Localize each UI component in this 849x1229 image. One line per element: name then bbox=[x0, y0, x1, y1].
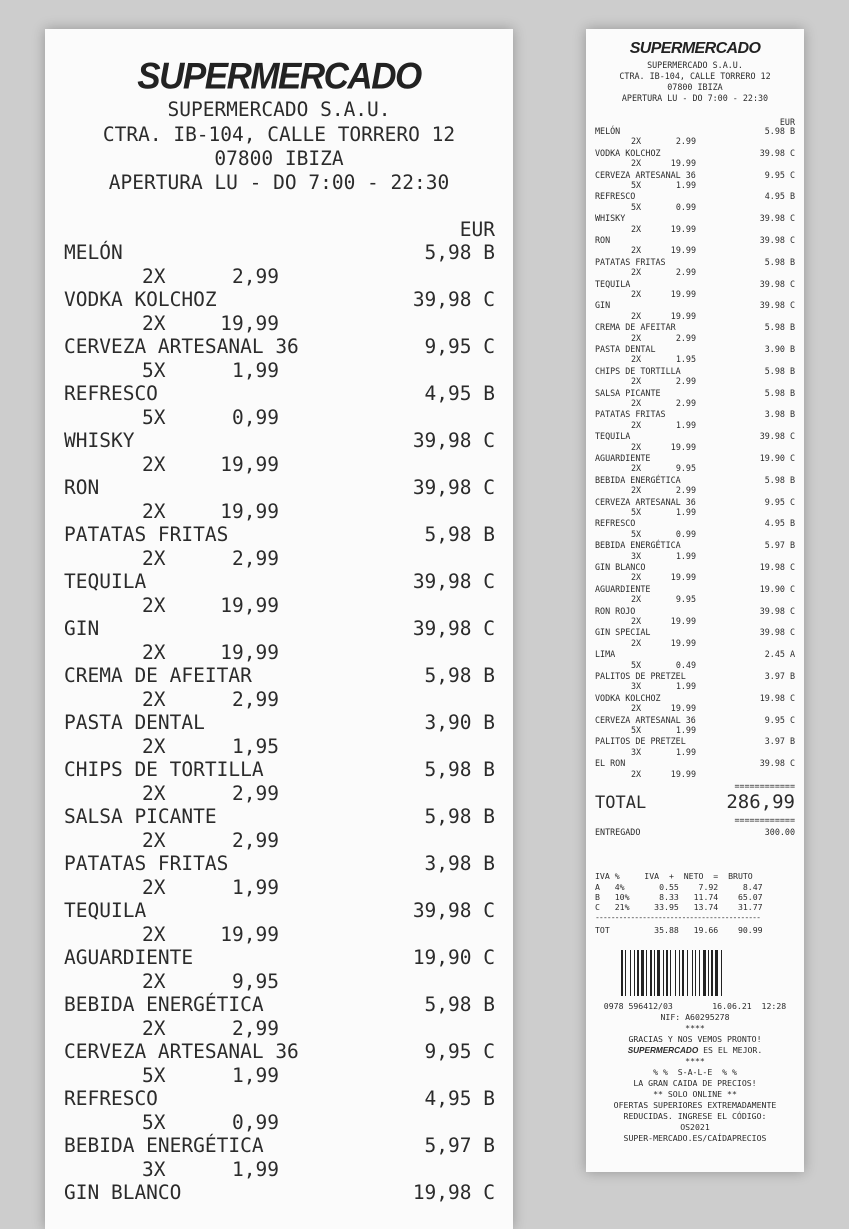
item-unit-price: 19.99 bbox=[670, 310, 696, 321]
item-unit-price: 19,99 bbox=[220, 923, 279, 946]
tax-row: B 10% 8.33 11.74 65.07 bbox=[595, 892, 763, 902]
item-amount: 39.98 C bbox=[759, 627, 795, 638]
item-quantity: 2X bbox=[631, 398, 642, 408]
item-quantity: 2X bbox=[631, 310, 642, 321]
item-quantity: 2X bbox=[631, 376, 642, 387]
item-amount: 39.98 C bbox=[759, 213, 795, 224]
item-amount: 39.98 C bbox=[759, 758, 795, 769]
item-unit-price: 9.95 bbox=[675, 594, 696, 605]
barcode-bar bbox=[711, 950, 713, 996]
company-name: SUPERMERCADO S.A.U. bbox=[167, 98, 391, 121]
item-amount: 39,98 C bbox=[412, 288, 495, 311]
item-amount: 39.98 C bbox=[759, 605, 795, 616]
item-quantity: 5X bbox=[631, 507, 642, 517]
item-name: EL RON bbox=[595, 758, 626, 769]
item-amount: 39.98 C bbox=[759, 235, 795, 245]
item-quantity: 5X bbox=[631, 659, 642, 670]
item-amount: 5.98 B bbox=[764, 474, 795, 485]
barcode-bar bbox=[634, 950, 635, 996]
tax-row: A 4% 0.55 7.92 8.47 bbox=[595, 882, 763, 892]
item-unit-price: 19,99 bbox=[220, 500, 279, 523]
barcode-bar bbox=[695, 950, 696, 996]
item-unit-price: 19.99 bbox=[670, 616, 696, 626]
item-amount: 3.90 B bbox=[764, 344, 795, 354]
barcode-bar bbox=[654, 950, 655, 996]
item-quantity: 2X bbox=[631, 572, 642, 583]
item-amount: 5.98 B bbox=[764, 256, 795, 267]
item-quantity: 2X bbox=[631, 267, 642, 278]
barcode-bar bbox=[670, 950, 671, 996]
sale-text: % % S-A-L-E % % bbox=[653, 1067, 737, 1077]
barcode-bar bbox=[715, 950, 718, 996]
item-amount: 3,90 B bbox=[424, 711, 495, 734]
item-amount: 3.97 B bbox=[764, 671, 795, 681]
stars: **** bbox=[685, 1023, 705, 1033]
total-value: 286,99 bbox=[726, 791, 795, 813]
barcode-bar bbox=[641, 950, 644, 996]
item-quantity: 2X bbox=[631, 354, 642, 365]
item-amount: 9.95 C bbox=[764, 714, 795, 725]
item-name: AGUARDIENTE bbox=[595, 583, 651, 594]
item-amount: 5,97 B bbox=[424, 1134, 495, 1157]
store-address: CTRA. IB-104, CALLE TORRERO 12 bbox=[102, 123, 456, 146]
item-name: VODKA KOLCHOZ bbox=[64, 288, 217, 311]
item-quantity: 2X bbox=[631, 136, 642, 147]
item-name: GIN bbox=[64, 617, 100, 640]
tax-total-row: TOT 35.88 19.66 90.99 bbox=[595, 925, 763, 935]
item-unit-price: 9.95 bbox=[675, 463, 696, 474]
item-amount: 39.98 C bbox=[759, 147, 795, 158]
store-hours: APERTURA LU - DO 7:00 - 22:30 bbox=[108, 171, 450, 194]
item-amount: 5.98 B bbox=[764, 387, 795, 398]
tax-row: C 21% 33.95 13.74 31.77 bbox=[595, 902, 763, 912]
item-quantity: 2X bbox=[631, 332, 642, 343]
currency-label: EUR bbox=[779, 117, 795, 127]
item-quantity: 2X bbox=[631, 637, 642, 648]
item-amount: 9,95 C bbox=[424, 335, 495, 358]
item-quantity: 2X bbox=[142, 312, 166, 335]
item-unit-price: 0,99 bbox=[232, 1111, 279, 1134]
store-logo: SUPERMERCADO bbox=[629, 40, 761, 57]
item-name: PASTA DENTAL bbox=[595, 344, 656, 354]
item-name: PATATAS FRITAS bbox=[64, 523, 229, 546]
offers-text: OFERTAS SUPERIORES EXTREMADAMENTE bbox=[613, 1100, 777, 1110]
item-name: BEBIDA ENERGÉTICA bbox=[595, 474, 681, 485]
item-quantity: 5X bbox=[631, 180, 642, 190]
item-unit-price: 19.99 bbox=[670, 158, 696, 169]
item-name: RON ROJO bbox=[595, 605, 636, 616]
item-name: GIN BLANCO bbox=[595, 562, 646, 572]
item-amount: 5.98 B bbox=[764, 126, 795, 136]
item-name: CHIPS DE TORTILLA bbox=[595, 365, 681, 376]
item-quantity: 2X bbox=[142, 688, 166, 711]
item-quantity: 2X bbox=[631, 594, 642, 605]
item-quantity: 5X bbox=[631, 725, 642, 735]
barcode-bar bbox=[646, 950, 647, 996]
item-amount: 39,98 C bbox=[412, 476, 495, 499]
item-name: PASTA DENTAL bbox=[64, 711, 205, 734]
item-unit-price: 19.99 bbox=[670, 289, 696, 299]
item-amount: 2.45 A bbox=[764, 649, 795, 660]
item-amount: 19.98 C bbox=[759, 692, 795, 703]
delivered-label: ENTREGADO bbox=[595, 827, 641, 837]
barcode bbox=[621, 950, 771, 996]
item-name: CREMA DE AFEITAR bbox=[595, 322, 676, 333]
item-unit-price: 1.99 bbox=[675, 507, 696, 517]
item-unit-price: 1,99 bbox=[232, 359, 279, 382]
item-unit-price: 1.99 bbox=[675, 746, 696, 757]
item-quantity: 2X bbox=[631, 485, 642, 496]
item-amount: 9.95 C bbox=[764, 496, 795, 507]
item-quantity: 2X bbox=[631, 245, 642, 256]
barcode-bar bbox=[679, 950, 680, 996]
item-name: REFRESCO bbox=[64, 382, 158, 405]
item-name: RON bbox=[595, 235, 611, 245]
item-amount: 4,95 B bbox=[424, 1087, 495, 1110]
item-unit-price: 2.99 bbox=[675, 376, 696, 387]
barcode-bar bbox=[703, 950, 706, 996]
store-logo: SUPERMERCADO bbox=[137, 55, 421, 98]
item-quantity: 5X bbox=[142, 1111, 166, 1134]
item-unit-price: 2.99 bbox=[675, 136, 696, 147]
item-name: WHISKY bbox=[64, 429, 135, 452]
barcode-bar bbox=[625, 950, 626, 996]
store-city: 07800 IBIZA bbox=[214, 147, 344, 170]
item-amount: 5.97 B bbox=[764, 540, 795, 551]
item-amount: 4,95 B bbox=[424, 382, 495, 405]
item-quantity: 2X bbox=[142, 876, 166, 899]
item-name: BEBIDA ENERGÉTICA bbox=[64, 993, 264, 1016]
item-quantity: 5X bbox=[142, 359, 166, 382]
item-unit-price: 2.99 bbox=[675, 332, 696, 343]
item-unit-price: 1,99 bbox=[232, 876, 279, 899]
item-amount: 9,95 C bbox=[424, 1040, 495, 1063]
item-unit-price: 1,99 bbox=[232, 1158, 279, 1181]
item-unit-price: 19.99 bbox=[670, 703, 696, 714]
item-quantity: 2X bbox=[631, 616, 642, 626]
item-amount: 5,98 B bbox=[424, 805, 495, 828]
item-quantity: 2X bbox=[631, 223, 642, 234]
item-unit-price: 2,99 bbox=[232, 1017, 279, 1040]
barcode-bar bbox=[621, 950, 623, 996]
item-unit-price: 19.99 bbox=[670, 572, 696, 583]
item-quantity: 2X bbox=[142, 923, 166, 946]
item-quantity: 2X bbox=[142, 547, 166, 570]
item-amount: 3.97 B bbox=[764, 736, 795, 747]
item-name: CERVEZA ARTESANAL 36 bbox=[595, 496, 696, 507]
barcode-bar bbox=[721, 950, 722, 996]
item-amount: 39.98 C bbox=[759, 431, 795, 442]
item-amount: 4.95 B bbox=[764, 518, 795, 529]
item-quantity: 2X bbox=[631, 289, 642, 299]
item-unit-price: 0.49 bbox=[675, 659, 696, 670]
item-unit-price: 19,99 bbox=[220, 641, 279, 664]
item-name: MELÓN bbox=[595, 126, 621, 136]
price-drop-text: LA GRAN CAIDA DE PRECIOS! bbox=[633, 1078, 757, 1088]
item-amount: 39,98 C bbox=[412, 899, 495, 922]
barcode-bar bbox=[650, 950, 652, 996]
item-unit-price: 19.99 bbox=[670, 768, 696, 779]
item-amount: 5,98 B bbox=[424, 993, 495, 1016]
item-quantity: 2X bbox=[142, 500, 166, 523]
item-name: RON bbox=[64, 476, 100, 499]
item-name: CHIPS DE TORTILLA bbox=[64, 758, 264, 781]
item-amount: 3.98 B bbox=[764, 409, 795, 420]
item-name: AGUARDIENTE bbox=[64, 946, 194, 969]
item-name: CERVEZA ARTESANAL 36 bbox=[64, 1040, 299, 1063]
item-name: REFRESCO bbox=[595, 191, 636, 202]
item-quantity: 2X bbox=[631, 419, 642, 430]
item-amount: 5.98 B bbox=[764, 322, 795, 333]
barcode-bar bbox=[657, 950, 660, 996]
item-quantity: 2X bbox=[142, 453, 166, 476]
item-name: LIMA bbox=[595, 649, 616, 660]
item-amount: 5,98 B bbox=[424, 664, 495, 687]
item-unit-price: 2,99 bbox=[232, 688, 279, 711]
item-quantity: 5X bbox=[142, 1064, 166, 1087]
item-unit-price: 1.99 bbox=[675, 550, 696, 561]
item-quantity: 2X bbox=[142, 735, 166, 758]
item-quantity: 3X bbox=[631, 746, 642, 757]
item-name: PATATAS FRITAS bbox=[64, 852, 229, 875]
item-amount: 5,98 B bbox=[424, 241, 495, 264]
item-unit-price: 0.99 bbox=[675, 201, 696, 212]
item-name: MELÓN bbox=[64, 241, 123, 264]
promo-url: SUPER-MERCADO.ES/CAÍDAPRECIOS bbox=[623, 1133, 767, 1143]
item-unit-price: 19.99 bbox=[670, 637, 696, 648]
item-quantity: 3X bbox=[142, 1158, 166, 1181]
brand-suffix: ES EL MEJOR. bbox=[698, 1045, 763, 1055]
item-quantity: 2X bbox=[142, 782, 166, 805]
item-quantity: 2X bbox=[142, 1017, 166, 1040]
item-name: CERVEZA ARTESANAL 36 bbox=[595, 714, 696, 725]
tax-header: IVA % IVA + NETO = BRUTO bbox=[595, 871, 753, 881]
offers-text: REDUCIDAS. INGRESE EL CÓDIGO: bbox=[623, 1111, 767, 1121]
item-unit-price: 19,99 bbox=[220, 453, 279, 476]
item-unit-price: 2.99 bbox=[675, 267, 696, 278]
item-name: WHISKY bbox=[595, 213, 626, 224]
item-unit-price: 9,95 bbox=[232, 970, 279, 993]
item-unit-price: 1.99 bbox=[675, 725, 696, 735]
ticket-info: 0978 596412/03 16.06.21 12:28 bbox=[603, 1001, 787, 1011]
item-unit-price: 0,99 bbox=[232, 406, 279, 429]
item-name: CREMA DE AFEITAR bbox=[64, 664, 252, 687]
receipt-large bbox=[45, 29, 513, 1229]
store-city: 07800 IBIZA bbox=[667, 82, 723, 92]
item-unit-price: 2.99 bbox=[675, 485, 696, 496]
barcode-bar bbox=[666, 950, 668, 996]
item-amount: 3,98 B bbox=[424, 852, 495, 875]
item-unit-price: 1,99 bbox=[232, 1064, 279, 1087]
item-unit-price: 1,95 bbox=[232, 735, 279, 758]
item-unit-price: 2.99 bbox=[675, 398, 696, 408]
item-quantity: 2X bbox=[142, 594, 166, 617]
brand-line bbox=[586, 1045, 804, 1057]
item-unit-price: 19.99 bbox=[670, 223, 696, 234]
item-amount: 19,98 C bbox=[412, 1181, 495, 1204]
item-name: SALSA PICANTE bbox=[595, 387, 661, 398]
barcode-bar bbox=[708, 950, 709, 996]
nif: NIF: A60295278 bbox=[660, 1012, 730, 1022]
barcode-bar bbox=[699, 950, 700, 996]
barcode-bar bbox=[630, 950, 631, 996]
item-amount: 39,98 C bbox=[412, 429, 495, 452]
item-unit-price: 0.99 bbox=[675, 528, 696, 539]
thanks-text: GRACIAS Y NOS VEMOS PRONTO! bbox=[628, 1034, 762, 1044]
tax-separator: ------------------------------------------ bbox=[595, 912, 761, 922]
item-amount: 19.98 C bbox=[759, 562, 795, 572]
item-name: VODKA KOLCHOZ bbox=[595, 147, 661, 158]
item-amount: 19.90 C bbox=[759, 583, 795, 594]
store-hours: APERTURA LU - DO 7:00 - 22:30 bbox=[621, 93, 769, 103]
receipt-small bbox=[586, 29, 804, 1172]
item-quantity: 5X bbox=[631, 528, 642, 539]
item-amount: 39,98 C bbox=[412, 617, 495, 640]
barcode-bar bbox=[682, 950, 684, 996]
item-amount: 39.98 C bbox=[759, 300, 795, 311]
item-name: TEQUILA bbox=[64, 899, 147, 922]
item-name: PALITOS DE PRETZEL bbox=[595, 671, 686, 681]
item-amount: 5.98 B bbox=[764, 365, 795, 376]
item-name: GIN SPECIAL bbox=[595, 627, 651, 638]
item-name: TEQUILA bbox=[64, 570, 147, 593]
item-amount: 19,90 C bbox=[412, 946, 495, 969]
item-quantity: 2X bbox=[142, 265, 166, 288]
item-amount: 39,98 C bbox=[412, 570, 495, 593]
total-separator-bottom: ============ bbox=[734, 815, 795, 825]
total-label: TOTAL bbox=[595, 793, 647, 813]
item-name: GIN bbox=[595, 300, 611, 311]
item-unit-price: 19.99 bbox=[670, 245, 696, 256]
barcode-bar bbox=[675, 950, 676, 996]
item-unit-price: 19,99 bbox=[220, 312, 279, 335]
item-name: TEQUILA bbox=[595, 431, 631, 442]
item-unit-price: 2,99 bbox=[232, 265, 279, 288]
item-quantity: 2X bbox=[631, 703, 642, 714]
item-name: REFRESCO bbox=[595, 518, 636, 529]
item-name: VODKA KOLCHOZ bbox=[595, 692, 661, 703]
item-unit-price: 2,99 bbox=[232, 547, 279, 570]
barcode-bar bbox=[637, 950, 639, 996]
item-unit-price: 1.99 bbox=[675, 681, 696, 692]
item-name: TEQUILA bbox=[595, 278, 631, 289]
item-unit-price: 19.99 bbox=[670, 441, 696, 452]
item-quantity: 2X bbox=[631, 158, 642, 169]
item-unit-price: 19,99 bbox=[220, 594, 279, 617]
item-name: GIN BLANCO bbox=[64, 1181, 182, 1204]
promo-code: OS2021 bbox=[680, 1122, 710, 1132]
item-quantity: 2X bbox=[142, 970, 166, 993]
item-unit-price: 1.99 bbox=[675, 419, 696, 430]
item-amount: 19.90 C bbox=[759, 453, 795, 463]
company-name: SUPERMERCADO S.A.U. bbox=[647, 60, 743, 70]
item-name: BEBIDA ENERGÉTICA bbox=[595, 540, 681, 551]
item-unit-price: 1.95 bbox=[675, 354, 696, 365]
item-unit-price: 2,99 bbox=[232, 782, 279, 805]
store-address: CTRA. IB-104, CALLE TORRERO 12 bbox=[619, 71, 771, 81]
item-name: PATATAS FRITAS bbox=[595, 256, 666, 267]
item-quantity: 2X bbox=[142, 829, 166, 852]
delivered-value: 300.00 bbox=[764, 827, 795, 837]
item-quantity: 5X bbox=[142, 406, 166, 429]
item-name: REFRESCO bbox=[64, 1087, 158, 1110]
barcode-bar bbox=[692, 950, 693, 996]
total-separator-top: ============ bbox=[734, 781, 795, 791]
item-quantity: 2X bbox=[631, 441, 642, 452]
item-name: CERVEZA ARTESANAL 36 bbox=[64, 335, 299, 358]
item-quantity: 5X bbox=[631, 201, 642, 212]
item-amount: 4.95 B bbox=[764, 191, 795, 202]
item-amount: 5,98 B bbox=[424, 758, 495, 781]
item-name: AGUARDIENTE bbox=[595, 453, 651, 463]
barcode-bar bbox=[687, 950, 688, 996]
item-quantity: 3X bbox=[631, 550, 642, 561]
item-unit-price: 2,99 bbox=[232, 829, 279, 852]
item-name: PATATAS FRITAS bbox=[595, 409, 666, 420]
item-name: CERVEZA ARTESANAL 36 bbox=[595, 169, 696, 180]
stars: **** bbox=[685, 1056, 705, 1066]
barcode-bar bbox=[663, 950, 664, 996]
currency-label: EUR bbox=[459, 218, 495, 241]
item-name: BEBIDA ENERGÉTICA bbox=[64, 1134, 264, 1157]
item-name: PALITOS DE PRETZEL bbox=[595, 736, 686, 747]
item-amount: 9.95 C bbox=[764, 169, 795, 180]
item-amount: 39.98 C bbox=[759, 278, 795, 289]
item-quantity: 2X bbox=[142, 641, 166, 664]
item-unit-price: 1.99 bbox=[675, 180, 696, 190]
online-text: ** SOLO ONLINE ** bbox=[653, 1089, 737, 1099]
brand-name: SUPERMERCADO bbox=[627, 1046, 699, 1055]
item-quantity: 2X bbox=[631, 768, 642, 779]
item-quantity: 3X bbox=[631, 681, 642, 692]
item-quantity: 2X bbox=[631, 463, 642, 474]
item-amount: 5,98 B bbox=[424, 523, 495, 546]
item-name: SALSA PICANTE bbox=[64, 805, 217, 828]
